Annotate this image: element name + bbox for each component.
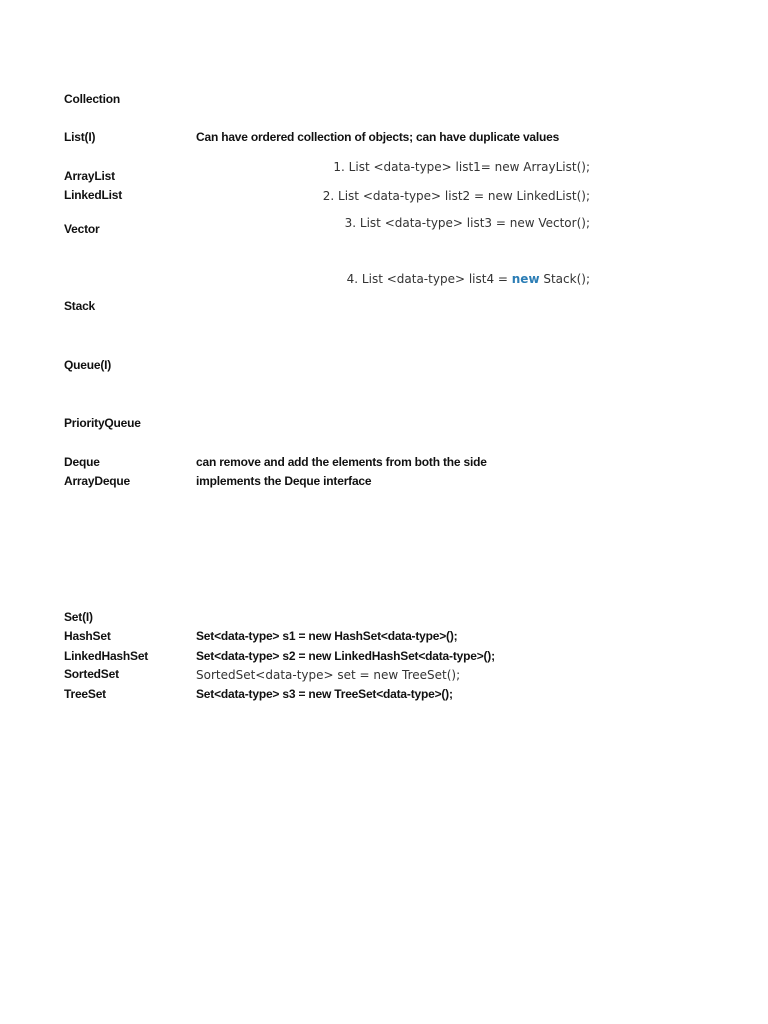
code-treeset: Set<data-type> s3 = new TreeSet<data-type>(); <box>196 687 453 701</box>
label-linkedlist: LinkedList <box>64 188 123 202</box>
label-hashset: HashSet <box>64 629 111 643</box>
list-example-2: 2. List <data-type> list2 = new LinkedList(); <box>322 189 590 203</box>
description-arraydeque: implements the Deque interface <box>196 474 372 488</box>
description-deque: can remove and add the elements from both the side <box>196 455 487 469</box>
label-collection: Collection <box>64 92 121 106</box>
code-linkedhashset: Set<data-type> s2 = new LinkedHashSet<data-type>(); <box>196 649 495 663</box>
label-set: Set(I) <box>64 610 93 624</box>
label-arraydeque: ArrayDeque <box>64 474 131 488</box>
label-sortedset: SortedSet <box>64 667 119 681</box>
label-treeset: TreeSet <box>64 687 106 701</box>
list-example-4-keyword: new <box>511 272 540 286</box>
code-hashset: Set<data-type> s1 = new HashSet<data-type>(); <box>196 629 458 643</box>
description-list: Can have ordered collection of objects; can have duplicate values <box>196 130 560 144</box>
label-stack: Stack <box>64 299 96 313</box>
list-example-4-suffix: Stack(); <box>539 272 590 286</box>
list-example-3: 3. List <data-type> list3 = new Vector(); <box>344 216 590 230</box>
label-deque: Deque <box>64 455 100 469</box>
list-example-1: 1. List <data-type> list1= new ArrayList(); <box>333 160 590 174</box>
label-priorityqueue: PriorityQueue <box>64 416 141 430</box>
code-sortedset: SortedSet<data-type> set = new TreeSet(); <box>196 668 461 682</box>
label-vector: Vector <box>64 222 100 236</box>
label-list: List(I) <box>64 130 96 144</box>
label-queue: Queue(I) <box>64 358 112 372</box>
list-example-4 <box>347 271 590 287</box>
label-linkedhashset: LinkedHashSet <box>64 649 149 663</box>
label-arraylist: ArrayList <box>64 169 115 183</box>
list-example-4-prefix: 4. List <data-type> list4 = <box>346 272 512 286</box>
